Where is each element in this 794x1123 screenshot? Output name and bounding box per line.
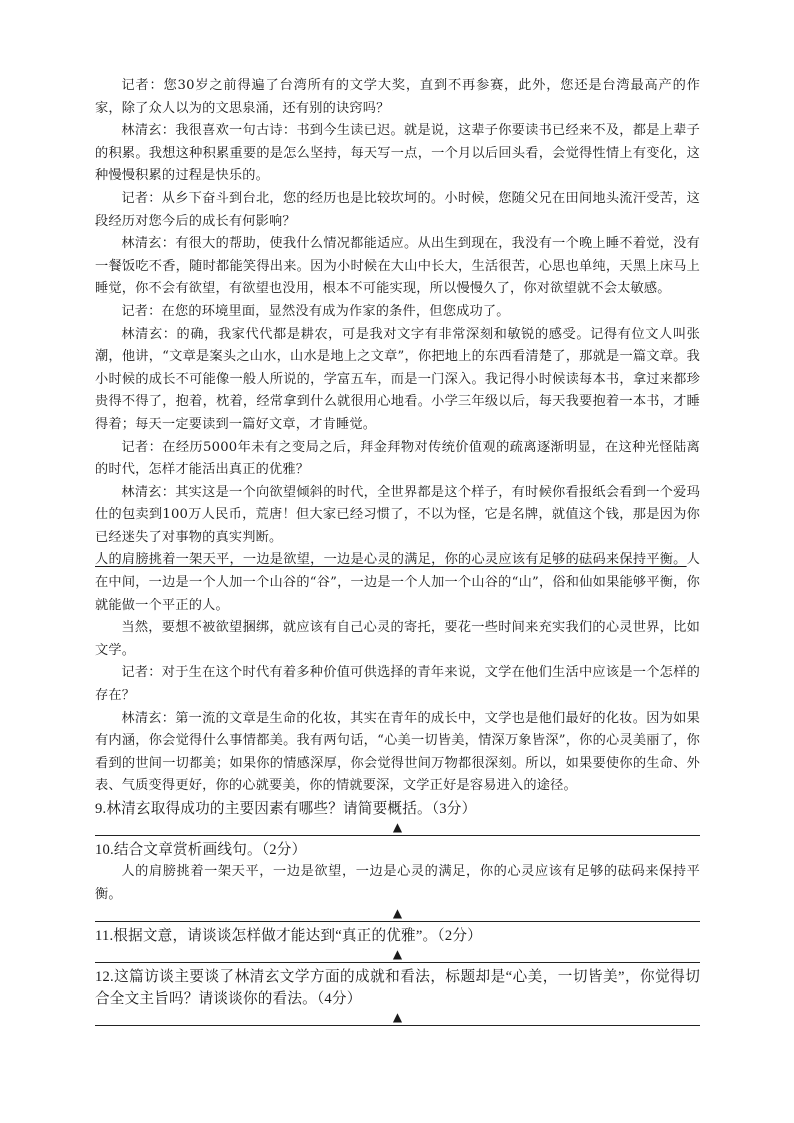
paragraph: 记者：在您的环境里面，显然没有成为作家的条件，但您成功了。 bbox=[121, 303, 510, 319]
answer-mark: ▲ bbox=[392, 906, 403, 921]
answer-line[interactable] bbox=[95, 962, 700, 963]
interview-text bbox=[95, 75, 700, 798]
answer-mark: ▲ bbox=[392, 947, 403, 962]
question-text: 12.这篇访谈主要谈了林清玄文学方面的成就和看法，标题却是“心美，一切皆美”，你觉得切合全文主旨吗？请谈谈你的看法。（4分） bbox=[95, 969, 700, 1008]
paragraph: 记者：您30岁之前得遍了台湾所有的文学大奖，直到不再参赛，此外，您还是台湾最高产的作家，除了众人以为的文思泉涌，还有别的诀窍吗？ bbox=[95, 78, 700, 116]
quoted-sentence: 人的肩膀挑着一架天平，一边是欲望，一边是心灵的满足，你的心灵应该有足够的砝码来保持平衡。 bbox=[95, 864, 700, 902]
question-text: 11.根据文意，请谈谈怎样做才能达到“真正的优雅”。（2分） bbox=[95, 928, 482, 945]
answer-line[interactable] bbox=[95, 835, 700, 836]
paragraph: 记者：对于生在这个时代有着多种价值可供选择的青年来说，文学在他们生活中应该是一个怎样的存在？ bbox=[95, 665, 700, 704]
answer-mark: ▲ bbox=[392, 820, 403, 834]
paragraph-with-underline bbox=[95, 549, 700, 617]
question-text: 9.林清玄取得成功的主要因素有哪些？请简要概括。（3分） bbox=[95, 801, 477, 817]
answer-line[interactable] bbox=[95, 1025, 700, 1026]
paragraph: 记者：在经历5000年未有之变局之后，拜金拜物对传统价值观的疏离逐渐明显，在这种光怪陆离的时代，怎样才能活出真正的优雅？ bbox=[95, 439, 700, 478]
paragraph: 林清玄：的确，我家代代都是耕农，可是我对文字有非常深刻和敏锐的感受。记得有位文人叫张潮，他讲，“文章是案头之山水，山水是地上之文章”，你把地上的东西看清楚了，那就是一篇文章。我小时候的成长不可能像一般人所说的，学富五车，而是一门深入。我记得小时候读每本书，拿过来都珍贵得不得了，抱着，枕着，经常拿到什么就很用心地看。小学三年级以后，每天我要抱着一本书，才睡得着；每天一定要读到一篇好文章，才肯睡觉。 bbox=[95, 326, 700, 432]
document-page bbox=[95, 75, 700, 1029]
question-10 bbox=[95, 839, 700, 922]
question-12 bbox=[95, 966, 700, 1026]
paragraph-rest: 人在中间，一边是一个人加一个山谷的“谷”，一边是一个人加一个山谷的“山”，俗和仙如果能够平衡，你就能做一个平正的人。 bbox=[95, 552, 700, 613]
paragraph: 当然，要想不被欲望捆绑，就应该有自己心灵的寄托，要花一些时间来充实我们的心灵世界，比如文学。 bbox=[95, 620, 700, 658]
questions-section bbox=[95, 798, 700, 1026]
question-11 bbox=[95, 925, 700, 963]
question-text: 10.结合文章赏析画线句。（2分） bbox=[95, 842, 307, 858]
paragraph: 林清玄：有很大的帮助，使我什么情况都能适应。从出生到现在，我没有一个晚上睡不着觉，没有一餐饭吃不香，随时都能笑得出来。因为小时候在大山中长大，生活很苦，心思也单纯，天黑上床马上睡觉，你不会有欲望，有欲望也没用，根本不可能实现，所以慢慢久了，你对欲望就不会太敏感。 bbox=[95, 236, 700, 297]
paragraph: 林清玄：第一流的文章是生命的化妆，其实在青年的成长中，文学也是他们最好的化妆。因为如果有内涵，你会觉得什么事情都美。我有两句话，“心美一切皆美，情深万象皆深”，你的心灵美丽了，你看到的世间一切都美；如果你的情感深厚，你会觉得世间万物都很深刻。所以，如果要使你的生命、外表、气质变得更好，你的心就要美，你的情就要深，文学正好是容易进入的途径。 bbox=[95, 710, 700, 794]
paragraph: 林清玄：我很喜欢一句古诗：书到今生读已迟。就是说，这辈子你要读书已经来不及，都是上辈子的积累。我想这种积累重要的是怎么坚持，每天写一点，一个月以后回头看，会觉得性情上有变化，这种慢慢积累的过程是快乐的。 bbox=[95, 123, 700, 184]
question-9 bbox=[95, 798, 700, 836]
answer-mark: ▲ bbox=[392, 1010, 403, 1025]
underlined-sentence: 人的肩膀挑着一架天平，一边是欲望，一边是心灵的满足，你的心灵应该有足够的砝码来保持平衡。 bbox=[95, 552, 687, 568]
paragraph: 林清玄：其实这是一个向欲望倾斜的时代，全世界都是这个样子，有时候你看报纸会看到一个爱玛仕的包卖到100万人民币，荒唐！但大家已经习惯了，不以为怪，它是名牌，就值这个钱，那是因为你已经迷失了对事物的真实判断。 bbox=[95, 484, 700, 545]
paragraph: 记者：从乡下奋斗到台北，您的经历也是比较坎坷的。小时候，您随父兄在田间地头流汗受苦，这段经历对您今后的成长有何影响？ bbox=[95, 190, 700, 229]
answer-line[interactable] bbox=[95, 921, 700, 922]
